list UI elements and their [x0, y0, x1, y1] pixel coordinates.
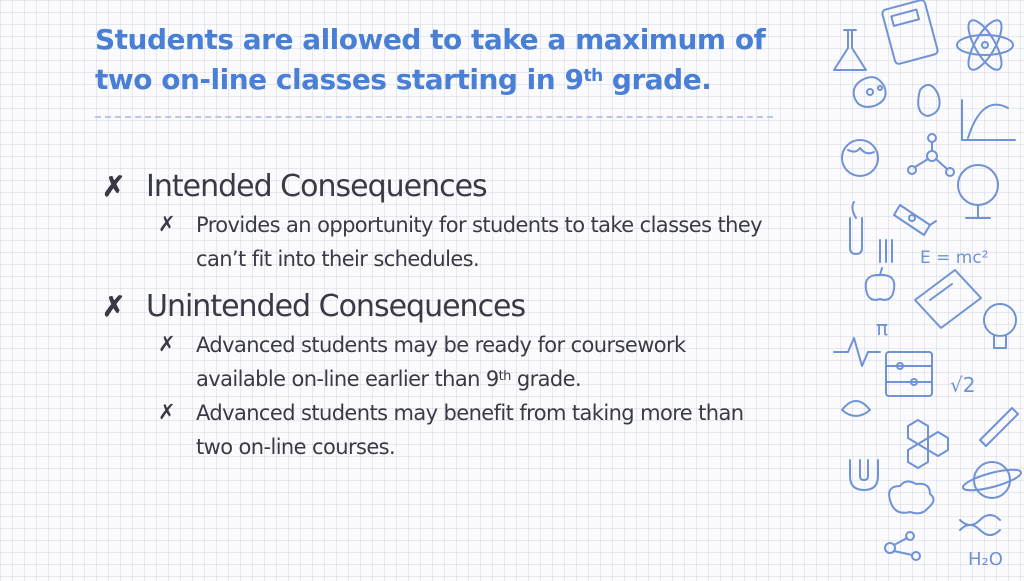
test-tube-icon: [850, 202, 862, 254]
bullet-label: Unintended Consequences: [146, 289, 526, 324]
bullet-intended: [102, 166, 802, 208]
bullet-list: [102, 166, 802, 464]
ruler-icon: [980, 408, 1018, 446]
shell-icon: [842, 401, 870, 416]
bullet-label: Intended Consequences: [146, 169, 487, 204]
falling-lines-icon: [880, 240, 892, 262]
formula-emc: E = mc²: [920, 248, 989, 268]
bullet-unintended: [102, 286, 802, 328]
lightbulb-icon: [984, 304, 1016, 348]
x-mark-icon: ✗: [158, 333, 176, 356]
flask-icon: [834, 30, 866, 70]
globe-icon: [842, 140, 878, 176]
book-icon: [915, 270, 981, 328]
sub-bullet: [158, 208, 802, 276]
x-mark-icon: ✗: [158, 213, 176, 236]
x-mark-icon: ✗: [102, 171, 126, 202]
title-line-1: Students are allowed to take a maximum of: [95, 23, 766, 56]
sub-bullet-text: Advanced students may benefit from taking more than two on-line courses.: [196, 401, 744, 459]
formula-h2o: H₂O: [968, 549, 1003, 570]
bar-chart-icon: [962, 100, 1015, 140]
x-mark-icon: ✗: [158, 401, 176, 424]
abacus-icon: [886, 352, 932, 396]
sub-bullet: [158, 328, 802, 396]
rocket-icon: [894, 205, 936, 235]
magnet-icon: [850, 460, 878, 490]
molecule-icon: [885, 532, 920, 560]
formula-sqrt: √2: [950, 373, 976, 397]
atom-icon: [957, 16, 1013, 74]
slide-title: [95, 20, 795, 100]
sub-bullet-text: Provides an opportunity for students to take classes they can’t fit into their schedules.: [196, 213, 762, 271]
science-doodles: [820, 0, 1024, 576]
x-mark-icon: ✗: [102, 291, 126, 322]
title-line-2: two on-line classes starting in 9th grade.: [95, 63, 712, 96]
apple-icon: [866, 268, 895, 300]
heartbeat-icon: [834, 338, 880, 366]
dna-icon: [960, 515, 1000, 535]
formula-pi: π: [876, 316, 889, 340]
sub-bullet-text: Advanced students may be ready for coursework available on-line earlier than 9th grade.: [196, 333, 686, 391]
planet-icon: [961, 462, 1023, 498]
molecule-icon: [908, 134, 954, 176]
microbe-icon: [854, 77, 940, 116]
hexagon-molecule-icon: [908, 420, 948, 468]
globe-icon: [958, 165, 998, 218]
brain-icon: [889, 481, 933, 513]
title-divider: [95, 116, 773, 118]
calculator-icon: [882, 0, 939, 65]
sub-bullet: [158, 396, 802, 464]
